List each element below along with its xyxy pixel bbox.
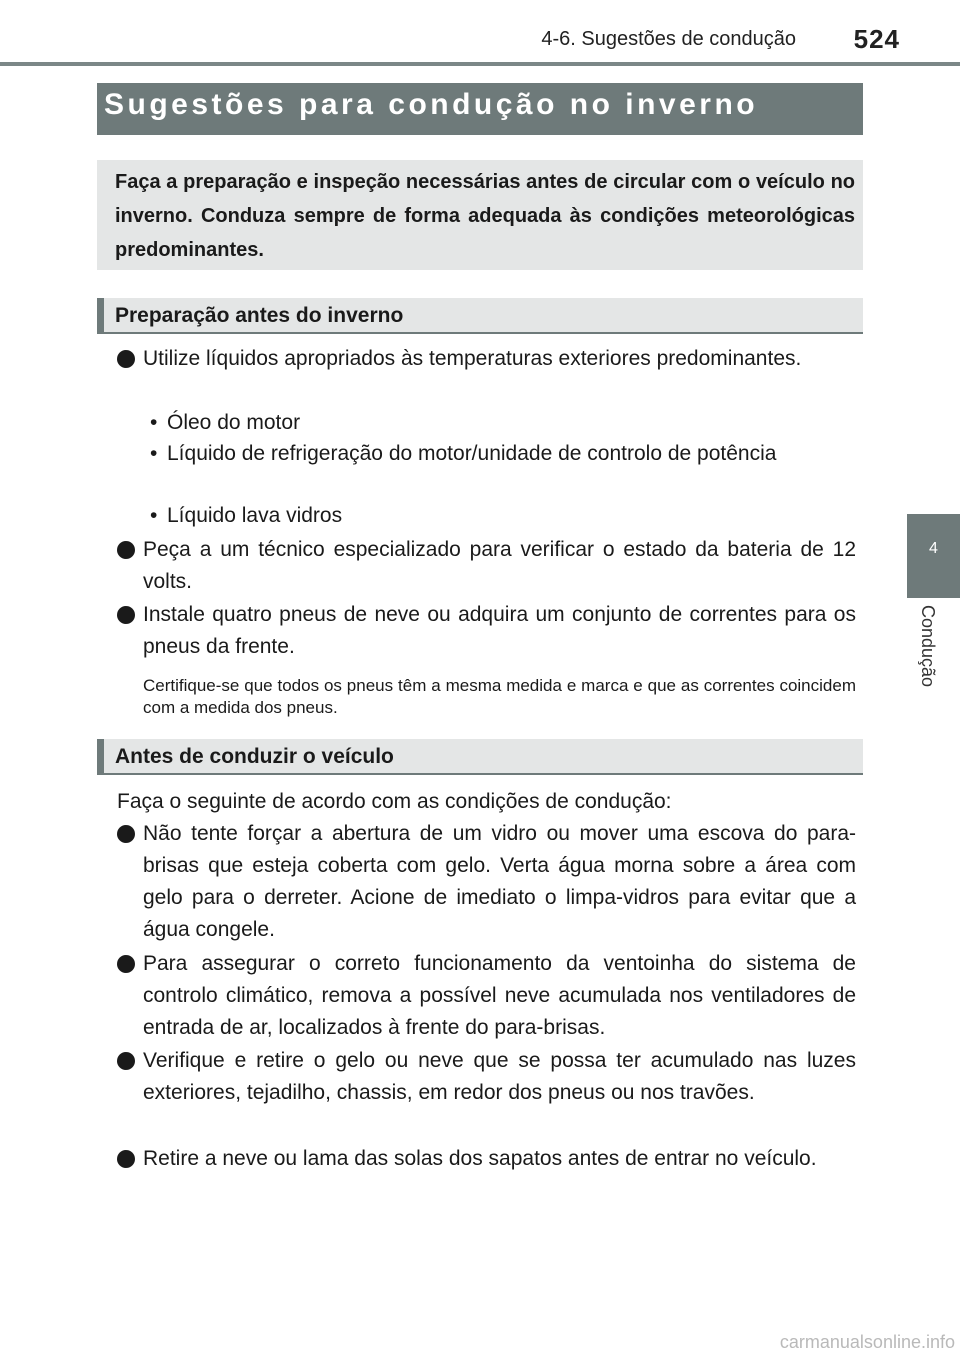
page-number: 524 — [853, 24, 900, 54]
note-text: Certifique-se que todos os pneus têm a mesma medida e marca e que as correntes coincidem com a medida dos pneus. — [143, 676, 856, 717]
bullet-dot — [117, 1052, 135, 1070]
bullet-text: Verifique e retire o gelo ou neve que se possa ter acumulado nas luzes exteriores, tejadilho, chassis, em redor dos pneus ou nos travões. — [143, 1049, 856, 1104]
bullet-text: Não tente forçar a abertura de um vidro ou mover uma escova do para-brisas que esteja coberta com gelo. Verta água morna sobre a área com gelo para o derreter. Acione de imediato o limpa-vidros para evitar que a água congele. — [143, 822, 856, 941]
section-heading-winter-prep: Preparação antes do inverno — [115, 304, 404, 327]
bullet-text: Instale quatro pneus de neve ou adquira um conjunto de correntes para os pneus da frente. — [143, 603, 856, 658]
bullet-text: Utilize líquidos apropriados às temperaturas exteriores predominantes. — [143, 347, 802, 370]
intro-text: Faça a preparação e inspeção necessárias antes de circular com o veículo no inverno. Conduza sempre de forma adequada às condições meteorológicas predominantes. — [115, 171, 855, 261]
section-heading-before-driving: Antes de conduzir o veículo — [115, 745, 394, 768]
bullet-dot — [117, 606, 135, 624]
page-title: Sugestões para condução no inverno — [104, 88, 759, 121]
bullet-text: Retire a neve ou lama das solas dos sapatos antes de entrar no veículo. — [143, 1147, 817, 1170]
chapter-label: Condução — [918, 605, 938, 688]
bullet-dot — [117, 541, 135, 559]
sub-bullet-dot: • — [150, 442, 158, 465]
section-lead-text: Faça o seguinte de acordo com as condições de condução: — [117, 790, 672, 813]
bullet-dot — [117, 1150, 135, 1168]
header-rule — [0, 62, 960, 66]
chapter-number: 4 — [929, 540, 938, 557]
bullet-dot — [117, 350, 135, 368]
sub-item-text: Líquido de refrigeração do motor/unidade de controlo de potência — [167, 442, 777, 465]
sub-item-text: Líquido lava vidros — [167, 504, 343, 527]
bullet-text: Para assegurar o correto funcionamento da ventoinha do sistema de controlo climático, remova a possível neve acumulada nos ventiladores de entrada de ar, localizados à frente do para-brisas. — [143, 952, 856, 1039]
sub-item-text: Óleo do motor — [167, 411, 301, 434]
watermark-text: carmanualsonline.info — [779, 1332, 955, 1352]
sub-bullet-dot: • — [150, 504, 158, 527]
chapter-label-container — [914, 605, 938, 715]
running-header-section: 4-6. Sugestões de condução — [541, 28, 796, 50]
bullet-dot — [117, 825, 135, 843]
bullet-dot — [117, 955, 135, 973]
sub-bullet-dot: • — [150, 411, 158, 434]
bullet-text: Peça a um técnico especializado para verificar o estado da bateria de 12 volts. — [143, 538, 856, 593]
